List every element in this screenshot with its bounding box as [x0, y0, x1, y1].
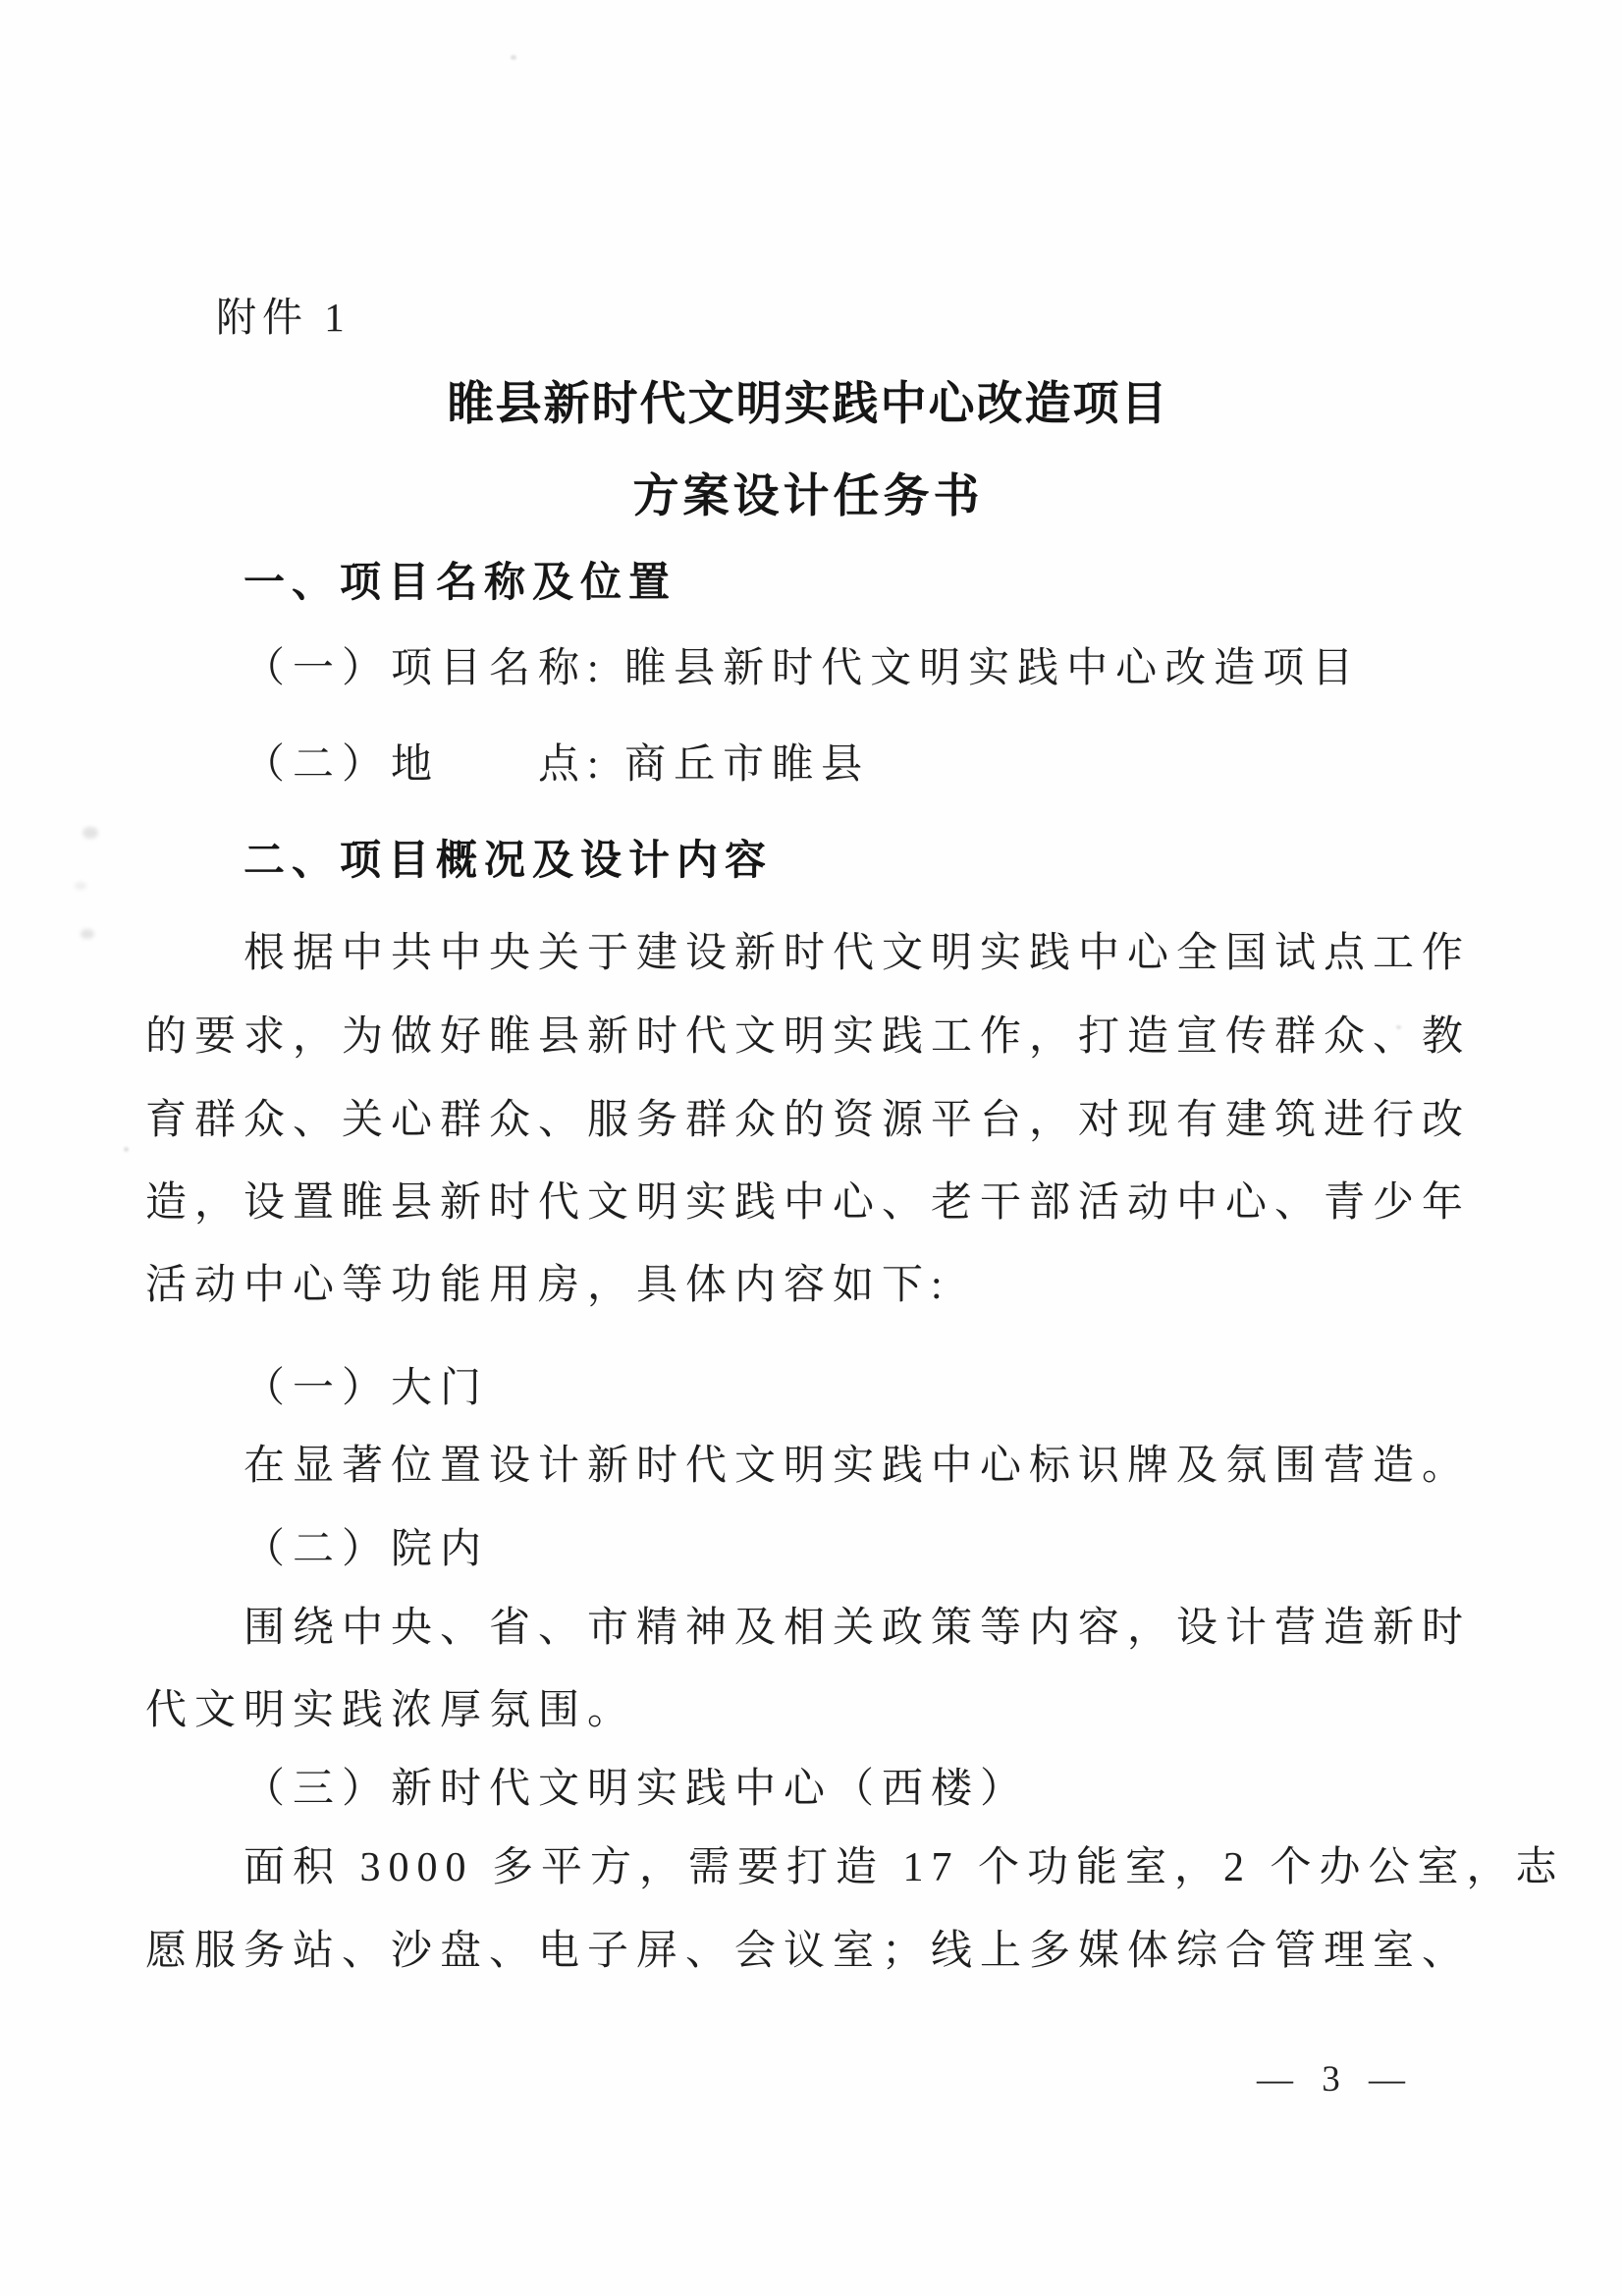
subsection2-body-line: 围绕中央、省、市精神及相关政策等内容，设计营造新时 — [243, 1606, 1472, 1651]
document-title-line2: 方案设计任务书 — [632, 469, 984, 521]
scan-smudge — [75, 882, 86, 890]
overview-paragraph-line: 造，设置睢县新时代文明实践中心、老干部活动中心、青少年 — [145, 1180, 1472, 1226]
overview-paragraph-line: 根据中共中央关于建设新时代文明实践中心全国试点工作 — [243, 931, 1472, 976]
subsection3-body-line: 愿服务站、沙盘、电子屏、会议室；线上多媒体综合管理室、 — [145, 1929, 1472, 1974]
subsection3-body-line: 面积 3000 多平方，需要打造 17 个功能室，2 个办公室，志 — [243, 1845, 1565, 1890]
page-number: — 3 — — [1257, 2059, 1415, 2100]
overview-paragraph-line: 育群众、关心群众、服务群众的资源平台，对现有建筑进行改 — [145, 1098, 1472, 1143]
section2-heading: 二、项目概况及设计内容 — [243, 837, 774, 883]
scan-speck — [511, 55, 516, 60]
scan-speck — [1396, 1025, 1401, 1029]
overview-paragraph-line: 活动中心等功能用房，具体内容如下: — [145, 1263, 950, 1308]
scan-smudge — [82, 827, 98, 839]
subsection1-heading: （一）大门 — [243, 1366, 490, 1411]
subsection1-body: 在显著位置设计新时代文明实践中心标识牌及氛围营造。 — [243, 1444, 1472, 1489]
document-text-block — [145, 0, 1565, 2296]
section1-heading: 一、项目名称及位置 — [243, 559, 677, 605]
location-item: （二）地 点: 商丘市睢县 — [243, 742, 871, 788]
overview-paragraph-line: 的要求，为做好睢县新时代文明实践工作，打造宣传群众、教 — [145, 1014, 1472, 1060]
subsection2-heading: （二）院内 — [243, 1527, 490, 1572]
document-title-line1: 睢县新时代文明实践中心改造项目 — [447, 377, 1169, 429]
attachment-label: 附件 1 — [216, 295, 351, 340]
project-name-item: （一）项目名称: 睢县新时代文明实践中心改造项目 — [243, 646, 1362, 691]
subsection2-body-line: 代文明实践浓厚氛围。 — [145, 1688, 637, 1733]
subsection3-heading: （三）新时代文明实践中心（西楼） — [243, 1767, 1030, 1812]
scan-smudge — [81, 929, 94, 939]
scan-speck — [124, 1147, 129, 1152]
